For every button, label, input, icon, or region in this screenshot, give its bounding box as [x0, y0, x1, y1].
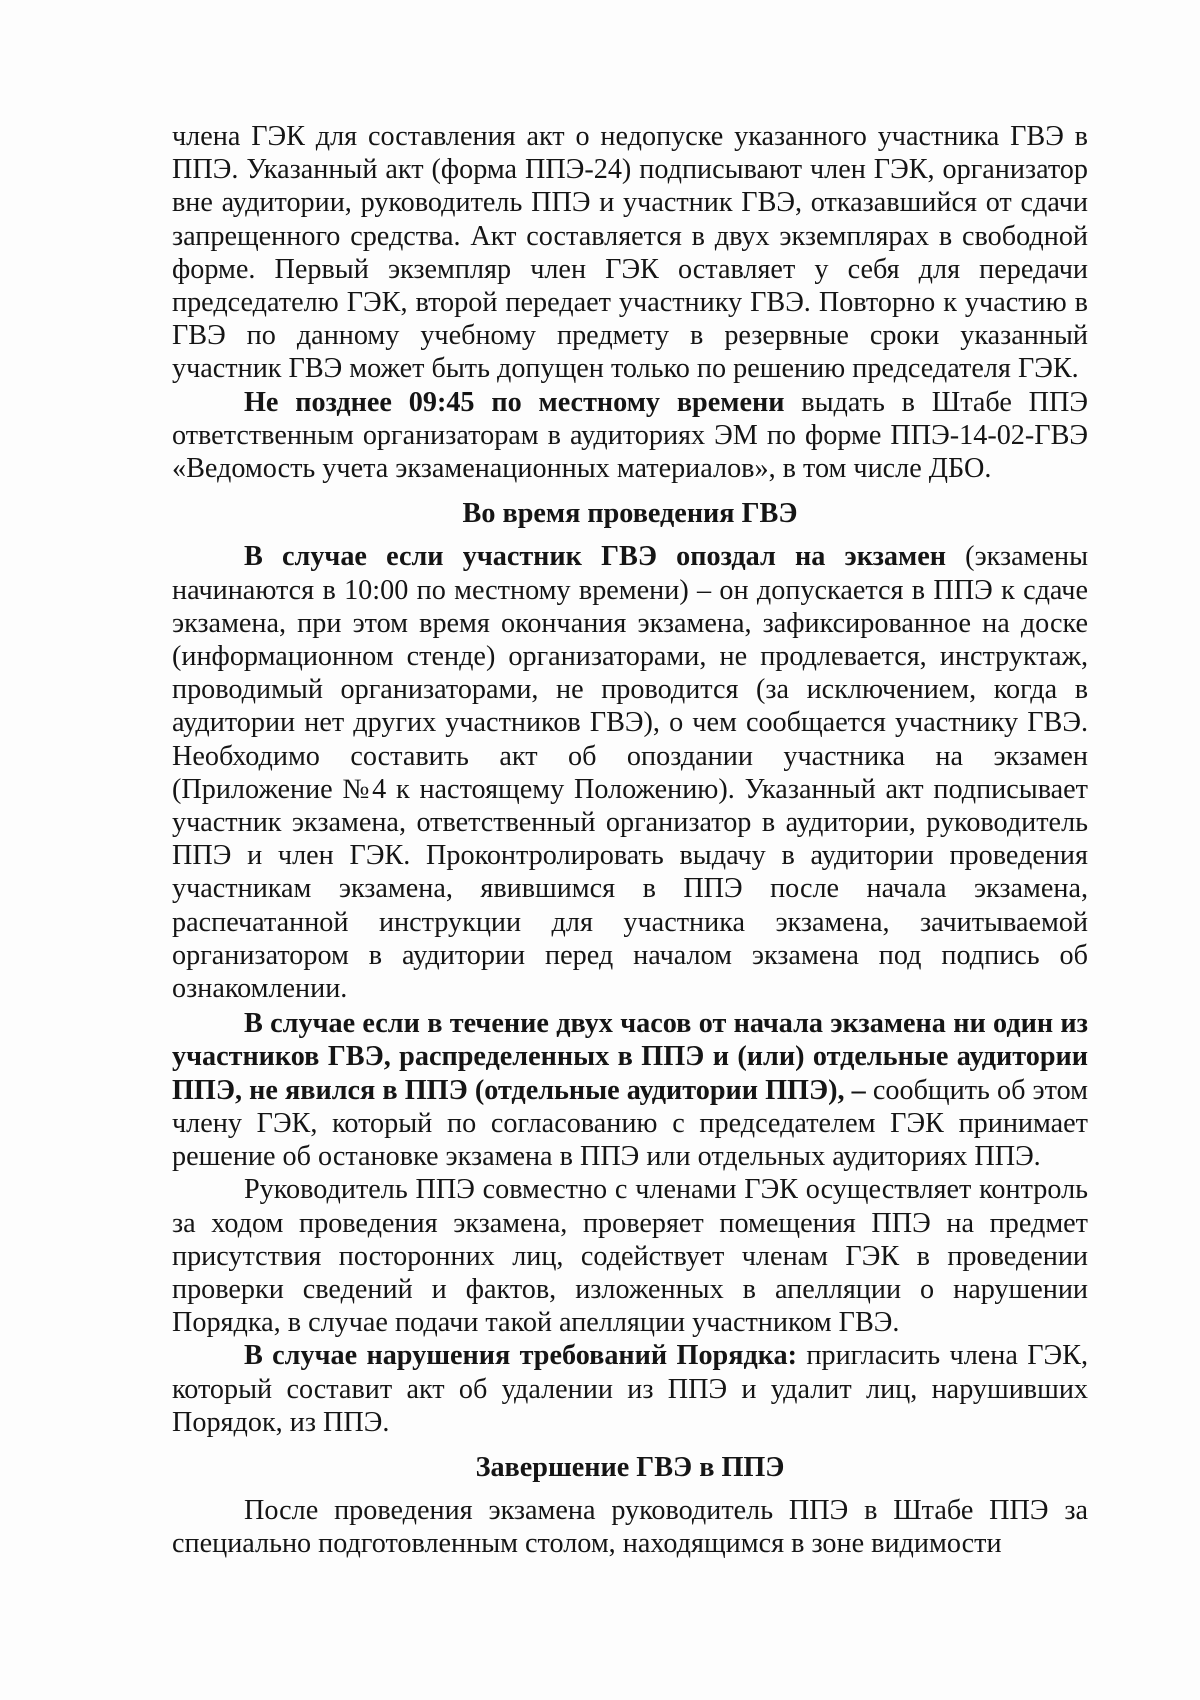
violation-text: пригласить члена ГЭК, который составит акт об удалении из ППЭ и удалит лиц, нарушивших Порядок, из ППЭ. — [172, 1340, 1088, 1438]
paragraph-head-control: Руководитель ППЭ совместно с членами ГЭК осуществляет контроль за ходом проведения экзамена, проверяет помещения ППЭ на предмет присутствия посторонних лиц, содействует членам ГЭК в проведении проверки сведений и фактов, изложенных в апелляции о нарушении Порядка, в случае подачи такой апелляции участником ГВЭ. — [172, 1174, 1088, 1339]
deadline-text: выдать в Штабе ППЭ ответственным организаторам в аудиториях ЭМ по форме ППЭ-14-02-ГВЭ «Ведомость учета экзаменационных материалов», в том числе ДБО. — [172, 386, 1088, 485]
paragraph-violation — [172, 1339, 1088, 1439]
paragraph-act-refusal: члена ГЭК для составления акт о недопуске указанного участника ГВЭ в ППЭ. Указанный акт (форма ППЭ-24) подписывают член ГЭК, организатор вне аудитории, руководитель ППЭ и участник ГВЭ, отказавшийся от сдачи запрещенного средства. Акт составляется в двух экземплярах в свободной форме. Первый экземпляр член ГЭК оставляет у себя для передачи председателю ГЭК, второй передает участнику ГВЭ. Повторно к участию в ГВЭ по данному учебному предмету в резервные сроки указанный участник ГВЭ может быть допущен только по решению председателя ГЭК. — [172, 121, 1088, 385]
no-show-bold: В случае если в течение двух часов от начала экзамена ни один из участников ГВЭ, распределенных в ППЭ и (или) отдельные аудитории ППЭ, не явился в ППЭ (отдельные аудитории ППЭ), – — [172, 1008, 1088, 1106]
no-show-text: сообщить об этом члену ГЭК, который по согласованию с председателем ГЭК принимает решение об остановке экзамена в ППЭ или отдельных аудиториях ППЭ. — [172, 1074, 1088, 1173]
late-participant-bold: В случае если участник ГВЭ опоздал на экзамен — [244, 541, 946, 573]
deadline-bold: Не позднее 09:45 по местному времени — [244, 386, 785, 418]
late-participant-text: (экзамены начинаются в 10:00 по местному времени) – он допускается в ППЭ к сдаче экзамена, при этом время окончания экзамена, зафиксированное на доске (информационном стенде) организаторами, не продлевается, инструктаж, проводимый организаторами, не проводится (за исключением, когда в аудитории нет других участников ГВЭ), о чем сообщается участнику ГВЭ. Необходимо составить акт об опоздании участника на экзамен (Приложение №4 к настоящему Положению). Указанный акт подписывает участник экзамена, ответственный организатор в аудитории, руководитель ППЭ и член ГЭК. Проконтролировать выдачу в аудитории проведения участникам экзамена, явившимся в ППЭ после начала экзамена, распечатанной инструкции для участника экзамена, зачитываемой организатором в аудитории перед началом экзамена под подпись об ознакомлении. — [172, 541, 1089, 1005]
heading-during-exam: Во время проведения ГВЭ — [462, 498, 798, 530]
heading-completion: Завершение ГВЭ в ППЭ — [475, 1451, 785, 1483]
paragraph-late-participant — [172, 540, 1088, 1005]
paragraph-no-show — [172, 1007, 1088, 1173]
paragraph-after-exam: После проведения экзамена руководитель ППЭ в Штабе ППЭ за специально подготовленным столом, находящимся в зоне видимости — [172, 1495, 1088, 1560]
violation-bold: В случае нарушения требований Порядка: — [244, 1340, 798, 1372]
document-body — [172, 120, 1088, 1561]
paragraph-deadline — [172, 386, 1088, 486]
